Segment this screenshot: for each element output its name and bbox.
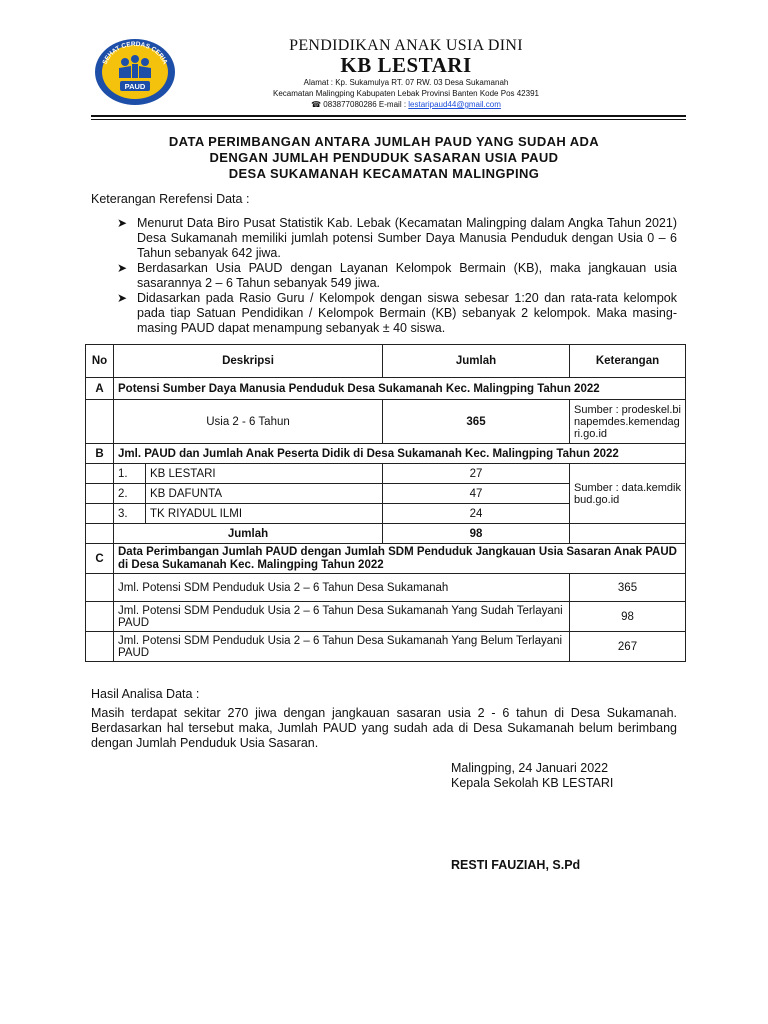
empty-cell: [86, 602, 114, 632]
row-number: 1.: [114, 464, 146, 484]
section-c-value: 98: [570, 602, 686, 632]
total-value: 98: [383, 524, 570, 544]
letterhead-rule-thin: [91, 119, 686, 120]
signature-role: Kepala Sekolah KB LESTARI: [451, 776, 614, 790]
table-row: [86, 602, 686, 632]
section-c-value: 365: [570, 574, 686, 602]
paud-count: 24: [383, 504, 570, 524]
document-title-line-2: DENGAN JUMLAH PENDUDUK SASARAN USIA PAUD: [209, 150, 559, 165]
table-row: [86, 378, 686, 400]
phone-icon: ☎: [311, 100, 322, 109]
arrow-bullet-icon: ➤: [117, 261, 128, 275]
section-b-no: B: [86, 444, 114, 464]
table-row: [86, 632, 686, 662]
section-a-source: Sumber : prodeskel.binapemdes.kemendagri.go.id: [570, 400, 686, 444]
reference-heading: Keterangan Rerefensi Data :: [91, 192, 250, 206]
letterhead-rule-thick: [91, 115, 686, 117]
paud-name: TK RIYADUL ILMI: [146, 504, 383, 524]
paud-name: KB LESTARI: [146, 464, 383, 484]
table-row: [86, 464, 686, 484]
empty-cell: [86, 632, 114, 662]
document-title-line-3: DESA SUKAMANAH KECAMATAN MALINGPING: [228, 166, 540, 181]
document-title-line-1: DATA PERIMBANGAN ANTARA JUMLAH PAUD YANG SUDAH ADA: [168, 134, 600, 149]
letterhead-phone: 083877080286: [323, 100, 377, 109]
section-b-source: Sumber : data.kemdikbud.go.id: [570, 464, 686, 524]
empty-cell: [86, 484, 114, 504]
empty-cell: [86, 524, 114, 544]
section-b-title: Jml. PAUD dan Jumlah Anak Peserta Didik di Desa Sukamanah Kec. Malingping Tahun 2022: [114, 444, 686, 464]
header-note: Keterangan: [570, 345, 686, 378]
empty-cell: [86, 464, 114, 484]
paud-count: 27: [383, 464, 570, 484]
paud-count: 47: [383, 484, 570, 504]
logo-motto: SEHAT CERDAS CERIA: [101, 40, 169, 66]
letterhead-address-1: Alamat : Kp. Sukamulya RT. 07 RW. 03 Desa Sukamanah: [303, 78, 509, 87]
paud-name: KB DAFUNTA: [146, 484, 383, 504]
reference-bullet: Menurut Data Biro Pusat Statistik Kab. Lebak (Kecamatan Malingping dalam Angka Tahun 2021) Desa Sukamanah memiliki jumlah potensi Sumber Daya Manusia Penduduk dengan Usia 0 – 6 Tahun sebanyak 642 jiwa.: [137, 216, 677, 260]
reference-bullet: Berdasarkan Usia PAUD dengan Layanan Kelompok Bermain (KB), maka jangkauan usia sasarannya 2 – 6 Tahun sebanyak 549 jiwa.: [137, 261, 677, 290]
empty-cell: [86, 574, 114, 602]
section-c-title: Data Perimbangan Jumlah PAUD dengan Jumlah SDM Penduduk Jangkauan Usia Sasaran Anak PAUD di Desa Sukamanah Kec. Malingping Tahun 2022: [114, 544, 686, 574]
letterhead-org: PENDIDIKAN ANAK USIA DINI: [289, 37, 523, 54]
table-row: [86, 400, 686, 444]
reference-bullet: Didasarkan pada Rasio Guru / Kelompok dengan siswa sebesar 1:20 dan rata-rata kelompok pada tiap Satuan Pendidikan / Kelompok Bermain (KB) sebanyak 2 kelompok. Maka masing-masing PAUD dapat menampung sebanyak ± 40 siswa.: [137, 291, 677, 335]
table-row: [86, 444, 686, 464]
total-label: Jumlah: [114, 524, 383, 544]
table-header-row: [86, 345, 686, 378]
section-c-value: 267: [570, 632, 686, 662]
table-row: [86, 574, 686, 602]
header-count: Jumlah: [383, 345, 570, 378]
empty-cell: [570, 524, 686, 544]
section-a-label: Usia 2 - 6 Tahun: [114, 400, 383, 444]
section-c-no: C: [86, 544, 114, 574]
header-no: No: [86, 345, 114, 378]
section-a-no: A: [86, 378, 114, 400]
section-a-value: 365: [383, 400, 570, 444]
letterhead-address-2: Kecamatan Malingping Kabupaten Lebak Provinsi Banten Kode Pos 42391: [273, 89, 539, 98]
empty-cell: [86, 400, 114, 444]
data-table: [85, 344, 686, 662]
table-row: [86, 544, 686, 574]
section-a-title: Potensi Sumber Daya Manusia Penduduk Desa Sukamanah Kec. Malingping Tahun 2022: [114, 378, 686, 400]
arrow-bullet-icon: ➤: [117, 216, 128, 230]
section-c-label: Jml. Potensi SDM Penduduk Usia 2 – 6 Tahun Desa Sukamanah: [114, 574, 570, 602]
row-number: 3.: [114, 504, 146, 524]
signature-place-date: Malingping, 24 Januari 2022: [451, 761, 609, 775]
letterhead-contact: [22, 100, 768, 109]
email-link[interactable]: lestaripaud44@gmail.com: [408, 100, 501, 109]
analysis-body: Masih terdapat sekitar 270 jiwa dengan jangkauan sasaran usia 2 - 6 tahun di Desa Sukamanah. Berdasarkan hal tersebut maka, Jumlah PAUD yang sudah ada di Desa Sukamanah belum berimbang dengan Jumlah Penduduk Usia Sasaran.: [91, 706, 677, 750]
table-total-row: [86, 524, 686, 544]
arrow-bullet-icon: ➤: [117, 291, 128, 305]
logo-paud-label: PAUD: [124, 82, 146, 91]
email-label: E-mail :: [378, 100, 407, 109]
section-c-label: Jml. Potensi SDM Penduduk Usia 2 – 6 Tahun Desa Sukamanah Yang Sudah Terlayani PAUD: [114, 602, 570, 632]
analysis-heading: Hasil Analisa Data :: [91, 687, 200, 701]
header-description: Deskripsi: [114, 345, 383, 378]
row-number: 2.: [114, 484, 146, 504]
section-c-label: Jml. Potensi SDM Penduduk Usia 2 – 6 Tahun Desa Sukamanah Yang Belum Terlayani PAUD: [114, 632, 570, 662]
signature-name: RESTI FAUZIAH, S.Pd: [451, 858, 581, 872]
empty-cell: [86, 504, 114, 524]
letterhead-school-name: KB LESTARI: [340, 53, 472, 77]
